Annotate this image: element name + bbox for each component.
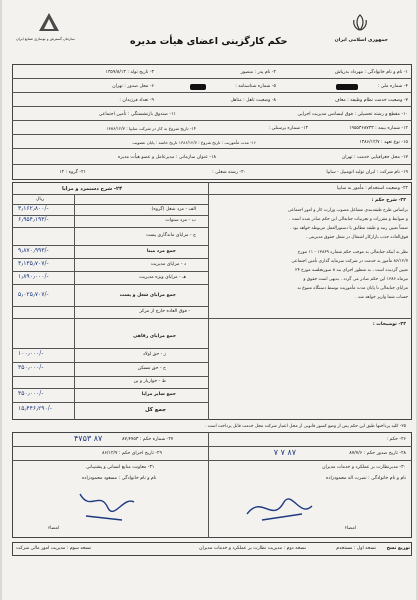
salary-header: ۲۴- شرح دستمزد و مزایا (62, 186, 123, 192)
description-line: حساب شما واریز خواهد شد . (355, 295, 408, 300)
country-label: جمهوری اسلامی ایران (334, 38, 388, 43)
description-line: تیرماه ۱۳۸۶ این حکم صادر می گردد . بدیهی است حقوق و (303, 277, 408, 282)
field-birth-cert: ۵- شماره شناسنامه : (235, 84, 276, 89)
salary-amount: ۴۵۰٫۰۰۰/- (18, 390, 44, 397)
distribution-label: توزیع نسخ (386, 546, 410, 551)
salary-amount: ۳٫۱۳۵٫۷۰۷/- (18, 260, 49, 267)
salary-amount: ۶٫۹۵۴٫۱۹۳/- (18, 216, 49, 223)
description-line: ضمناً تعیین رتبه و طبقه مطابق با دستورالعمل مربوطه خواهد بود . (290, 226, 408, 231)
sign-label-right: امضاء (344, 526, 356, 531)
organization-logo-icon (38, 12, 60, 32)
salary-label: هـ - مزایای ویژه مدیریت (139, 275, 186, 280)
salary-total-amount: ۱۵٫۴۴۶٫۲۹۰/- (18, 405, 52, 412)
field-father: ۲- نام پدر : منصور (240, 70, 276, 75)
distribution-copy-3: نسخه سوم : مدیریت امور مالی شرکت (16, 546, 92, 551)
salary-subtotal-label: جمع مزد مبنا (146, 249, 176, 254)
salary-label: ج - مزایای ماندگاری پست (146, 233, 196, 238)
salary-amount: ۵٫۰۲۵٫۷۰۷/- (18, 291, 49, 298)
currency-label: ریال (36, 197, 45, 202)
salary-total-label: جمع کل (144, 407, 166, 413)
payments-note: ۲۵- کلیه پرداختها طبق این حکم پس از وضع کسور قانونی از محل اعتبار شرکت محل خدمت قابل پرداخت است . (204, 424, 406, 429)
decree-document (2, 0, 416, 600)
field-insurance: ۱۲- شماره بیمه : ۱۹۵۵۳۶۸۷۳۳ (349, 126, 408, 131)
field-decree: ۲۶- حکم : (386, 437, 406, 442)
salary-subtotal-label: جمع سایر مزایا (141, 392, 176, 397)
signer-left-name: نام و نام خانوادگی : مسعود محمودزاده (82, 476, 157, 481)
salary-subtotal-label: جمع مزایای شغل و پست (119, 293, 176, 298)
identity-box (12, 64, 412, 180)
field-children: ۹- تعداد فرزندان : (119, 98, 154, 103)
distribution-copy-2: نسخه دوم : مدیریت نظارت بر عملکرد و خدمات مدیران (199, 546, 306, 551)
salary-subtotal-label: جمع مزایای رفاهی (133, 334, 176, 339)
salary-label: ز - حق اولاد (142, 352, 166, 357)
field-commitment: ۱۵- نوع تعهد : ۱۳۸۶/۱۲/۷ (359, 140, 408, 145)
salary-label: ح - حق مسکن (137, 366, 166, 371)
field-location: ۱۷- محل جغرافیایی خدمت : تهران (341, 155, 408, 160)
salary-label: د - مزایای مدیریت (150, 262, 186, 267)
field-birthdate: ۳- تاریخ تولد : ۱۳۵۹/۸/۱۳ (105, 70, 154, 75)
field-employment: ۲۲- وضعیت استخدام : مأمور به سایپا (336, 186, 408, 191)
emblem-icon (350, 14, 370, 32)
field-issue-date: ۲۸- تاریخ صدور حکم : ۸۷/۷/۶ (349, 451, 406, 456)
salary-amount: ۱۰۰٫۰۰۰/- (18, 350, 44, 357)
salary-label: ط - خواربار و بن (133, 379, 166, 384)
field-issue-place: ۶- محل صدور : تهران (112, 84, 154, 89)
signer-right-name: نام و نام خانوادگی : نصرت اله محمودزاده (326, 476, 406, 481)
field-pension: ۱۱- صندوق بازنشستگی : تأمین اجتماعی (98, 112, 176, 117)
description-line: نظر به اینکه جنابعالی به موجب حکم شماره ۱۳۸۶۹ - ۱۱ مورخ (297, 250, 408, 255)
field-mission: ۱۶- مدت مأموریت : تاریخ شروع : ۱۳۸۶/۱۲/۷ تاریخ خاتمه : پایان عضویت (132, 140, 256, 145)
redaction-mark (336, 84, 358, 90)
description-line: تعیین گردیده است ، به منظور اجرای بند ۸ صورتجلسه مورخ ۲۴ (295, 268, 408, 273)
field-education: ۱۰- مقطع و رشته تحصیلی : فوق لیسانس مدیریت اجرایی (297, 112, 408, 117)
issue-date-written: ۸۷ ۷ ۷ (273, 448, 296, 457)
salary-amount: ۱٫۸۹۰٫۰۰۰/- (18, 273, 49, 280)
salary-label: - فوق العاده خارج از مرکز (139, 309, 190, 314)
field-decree-number: ۲۷- شماره حکم : ۸۷٫۴۷۵۳ (122, 437, 174, 442)
salary-amount: ۳۵۰٫۰۰۰/- (18, 364, 44, 371)
distribution-copy-1: نسخه اول : مستخدم (336, 546, 376, 551)
salary-label: ب - مزد سنوات (165, 218, 196, 223)
field-hr-unit: ۳۱- معاونت منابع انسانی و پشتیبانی (86, 465, 155, 470)
salary-amount: ۹٫۸۷۰٫۹۹۳/- (18, 247, 49, 254)
salary-label: الف - مزد شغل (گروه) (151, 207, 196, 212)
description-line: مزایای جنابعالی تا پایان مدت مأموریت توسط دستگاه متبوع به (297, 286, 408, 291)
field-job: ۲۰- رشته شغلی : (212, 170, 246, 175)
field-start-date: ۱۴- تاریخ شروع به کار در شرکت سایپا : ۱۳۸۶/۱۲/۷ (106, 126, 196, 131)
notes-header: ۲۳- توضیحات : (372, 322, 406, 327)
field-national-id: ۴- شماره ملی : (377, 84, 408, 89)
field-personnel: ۱۳- شماره پرسنلی : (268, 126, 308, 131)
field-name: ۱- نام و نام خانوادگی : مهرداد بذرپاش (334, 70, 408, 75)
organization-label: سازمان گسترش و نوسازی صنایع ایران (16, 37, 75, 41)
signature-right (242, 484, 322, 528)
field-military: ۷- وضعیت خدمت نظام وظیفه : معاف (334, 98, 408, 103)
decree-number-written: ۸۷ ۴۷۵۳ (74, 434, 103, 443)
field-supervisor-unit: ۳۰- مدیرنظارت بر عملکرد و خدمات مدیران (322, 465, 406, 470)
field-title: ۱۸- عنوان سازمانی : مدیرعامل و عضو هیأت مدیره (117, 155, 216, 160)
redaction-mark (190, 84, 206, 90)
description-header: ۲۲- شرح حکم : (371, 198, 406, 203)
salary-amount: ۳٫۱۶۲٫۸۰۰/- (18, 205, 49, 212)
page-title: حکم کارگزینی اعضای هیأت مدیره (130, 36, 288, 47)
field-exec-date: ۲۹- تاریخ اجرای حکم : ۸۶/۱۲/۷ (102, 451, 162, 456)
description-line: براساس طرح طبقه‌بندی مشاغل مصوب وزارت کار و امور اجتماعی (287, 208, 408, 213)
description-line: ۸۶/۱۲/۷ مأمور به خدمت در شرکت سرمایه گذاری تأمین اجتماعی (291, 259, 408, 264)
field-group: ۲۱- گروه : ۱۲ (59, 170, 86, 175)
description-line: فوق‌العاده جذب بازارکار اشتغال در شغل حقوق مدیریتی . (305, 235, 408, 240)
description-line: و ضوابط و مقررات و تجربیات جنابعالی این حکم صادر شده است . (288, 217, 408, 222)
sign-label-left: امضاء (48, 526, 60, 531)
field-marital: ۸- وضعیت تاهل : متاهل (230, 98, 276, 103)
signature-left (72, 482, 142, 526)
field-company: ۱۹- نام شرکت : ایران تولید اتومبیل - سایپا (326, 170, 408, 175)
